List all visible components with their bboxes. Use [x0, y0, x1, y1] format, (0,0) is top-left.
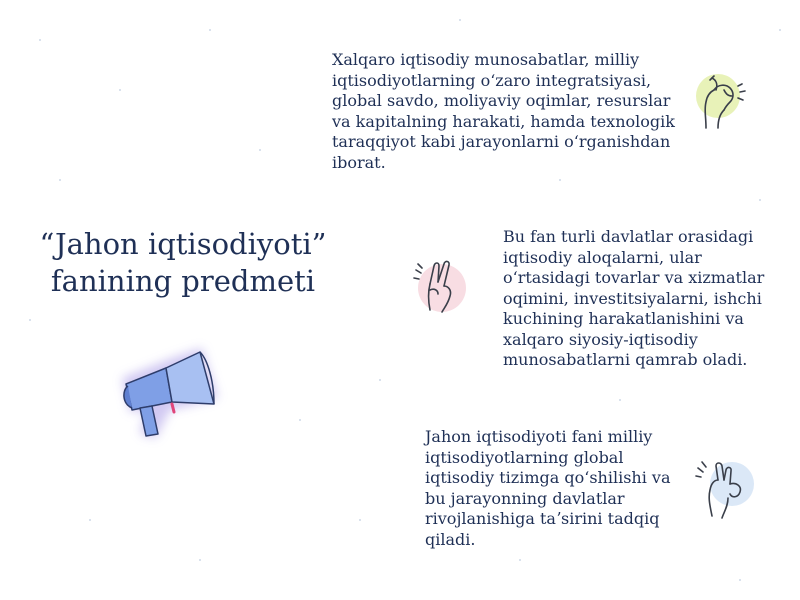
ok-hand-icon — [688, 454, 760, 524]
slide-title: “Jahon iqtisodiyoti” fanining predmeti — [39, 227, 327, 298]
peace-hand-icon — [408, 252, 474, 320]
paragraph-2: Bu fan turli davlatlar orasidagi iqtisodiy aloqalarni, ular oʻrtasidagi tovarlar va xizmatlar oqimini, investitsiyalarni, ishchi kuchining harakatlanishini va xalqaro siyosiy-iqtisodiy munosabatlarni qamrab oladi. — [503, 227, 765, 369]
paragraph-3: Jahon iqtisodiyoti fani milliy iqtisodiyotlarning global iqtisodiy tizimga qoʻshilishi va bu jarayonning davlatlar rivojlanishiga taʼsirini tadqiq qiladi. — [425, 427, 671, 549]
megaphone-icon — [110, 338, 230, 448]
paragraph-1: Xalqaro iqtisodiy munosabatlar, milliy iqtisodiyotlarning oʻzaro integratsiyasi, global savdo, moliyaviy oqimlar, resurslar va kapitalning harakati, hamda texnologik taraqqiyot kabi jarayonlarni oʻrganishdan iborat. — [332, 50, 675, 172]
fist-hand-icon — [688, 66, 756, 138]
